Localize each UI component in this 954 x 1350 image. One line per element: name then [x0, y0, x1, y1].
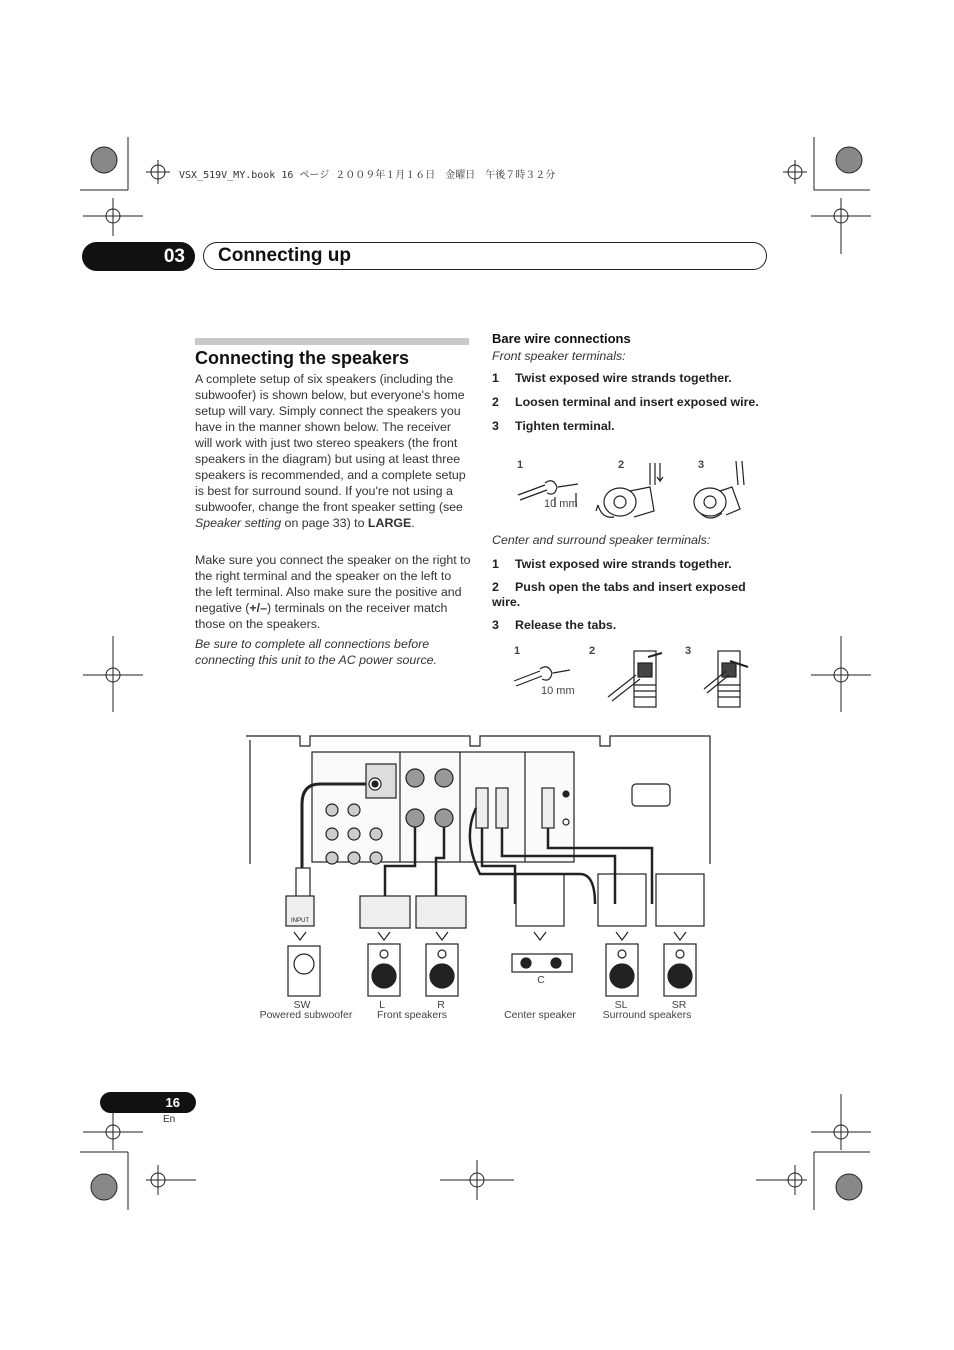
fig-step-number: 1 [514, 645, 521, 657]
printer-slug: VSX_519V_MY.book 16 ページ ２００９年１月１６日 金曜日 午後７時３２分 [179, 170, 556, 181]
center-terminals-subheading: Center and surround speaker terminals: [492, 533, 711, 547]
center-speaker-caption: Center speaker [504, 1009, 576, 1021]
center-step: 1 Twist exposed wire strands together. [492, 557, 732, 571]
front-step: 2 Loosen terminal and insert exposed wire. [492, 395, 759, 409]
page-number: 16 [100, 1092, 196, 1113]
front-step: 3 Tighten terminal. [492, 419, 615, 433]
fig-step-number: 2 [589, 645, 596, 657]
fig-step-number: 2 [618, 459, 625, 471]
center-step: 2 Push open the tabs and insert exposed wire. [492, 580, 746, 609]
intro-paragraph: A complete setup of six speakers (including the subwoofer) is shown below, but everyone's home setup will vary. Simply connect the speakers you have in the manner shown below. The receiver will work with just two stereo speakers (the front speakers in the diagram) but using at least three speakers is recommended, and a complete setup is best for surround sound. If you're not using a subwoofer, change the front speaker setting (see Speaker setting on page 33) to LARGE. [195, 372, 466, 530]
front-step: 1 Twist exposed wire strands together. [492, 371, 732, 385]
subwoofer-caption: Powered subwoofer [259, 1009, 353, 1021]
cross-reference: Speaker setting [195, 516, 282, 530]
speaker-connection-diagram [240, 728, 720, 1008]
chapter-title: Connecting up [203, 242, 767, 270]
polarity-paragraph: Make sure you connect the speaker on the right to the right terminal and the speaker on the left to the left terminal. Also make sure the positive and negative (+/–) terminals on the receiver match those on the speakers. [195, 553, 471, 631]
fig-step-number: 3 [698, 459, 705, 471]
center-step: 3 Release the tabs. [492, 618, 617, 632]
section-title: Connecting the speakers [195, 348, 410, 368]
language-code: En [163, 1114, 176, 1125]
strip-length-label: 10 mm [544, 498, 578, 510]
speaker-code-l: L [379, 999, 385, 1011]
front-terminals-subheading: Front speaker terminals: [492, 349, 626, 363]
setting-value: LARGE [367, 516, 412, 530]
fig-step-number: 3 [685, 645, 692, 657]
input-label: INPUT [291, 918, 309, 924]
caution-note: Be sure to complete all connections before connecting this unit to the AC power source. [195, 637, 437, 667]
strip-length-label: 10 mm [541, 685, 575, 697]
speaker-code-sl: SL [614, 999, 628, 1011]
center-terminal-illustration [508, 645, 758, 711]
front-speakers-caption: Front speakers [376, 1009, 448, 1021]
speaker-code-sr: SR [671, 999, 687, 1011]
surround-speakers-caption: Surround speakers [602, 1009, 692, 1021]
section-rule [195, 338, 469, 345]
front-terminal-illustration [510, 455, 770, 525]
chapter-number: 03 [82, 242, 195, 271]
speaker-code-c: C [537, 974, 545, 986]
fig-step-number: 1 [517, 459, 524, 471]
speaker-code-r: R [437, 999, 445, 1011]
speaker-code-sw: SW [293, 999, 311, 1011]
bare-wire-heading: Bare wire connections [492, 331, 631, 346]
